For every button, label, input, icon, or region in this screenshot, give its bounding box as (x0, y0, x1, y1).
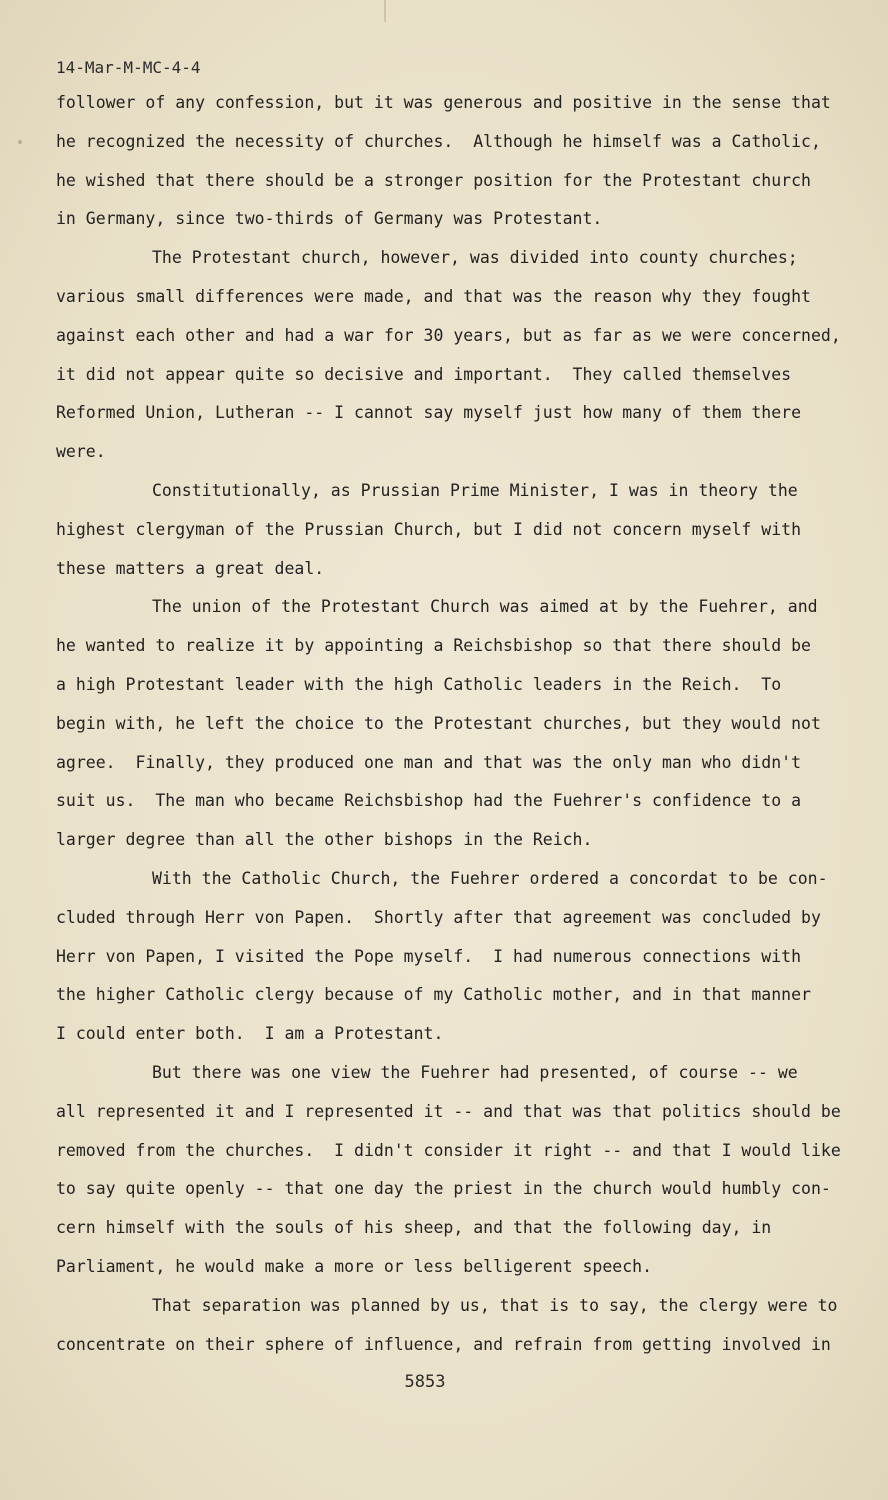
text-line: these matters a great deal. (56, 558, 325, 578)
text-line: The union of the Protestant Church was aimed at by the Fuehrer, and (152, 597, 818, 617)
text-line: removed from the churches. I didn't consider it right -- and that I would like (56, 1140, 841, 1160)
page-number: 5853 (404, 1372, 446, 1392)
text-line: begin with, he left the choice to the Protestant churches, but they would not (56, 713, 821, 733)
text-line: follower of any confession, but it was generous and positive in the sense that (56, 93, 831, 112)
binding-hole (18, 140, 22, 144)
text-line: The Protestant church, however, was divided into county churches; (152, 248, 798, 268)
text-line: he recognized the necessity of churches. Although he himself was a Catholic, (56, 131, 821, 151)
text-line: were. (56, 442, 106, 462)
text-line: Parliament, he would make a more or less belligerent speech. (56, 1256, 653, 1276)
text-line: Herr von Papen, I visited the Pope myself. I had numerous connections with (56, 946, 802, 966)
typed-text-body (56, 90, 841, 1370)
text-line: agree. Finally, they produced one man and that was the only man who didn't (56, 752, 802, 772)
text-line: various small differences were made, and that was the reason why they fought (56, 286, 811, 306)
text-line: Constitutionally, as Prussian Prime Minister, I was in theory the (152, 480, 798, 500)
text-line: all represented it and I represented it -- and that was that politics should be (56, 1101, 841, 1121)
text-line: the higher Catholic clergy because of my Catholic mother, and in that manner (56, 985, 811, 1005)
text-line: it did not appear quite so decisive and important. They called themselves (56, 364, 792, 384)
text-line: cluded through Herr von Papen. Shortly after that agreement was concluded by (56, 907, 821, 927)
text-line: But there was one view the Fuehrer had presented, of course -- we (152, 1062, 798, 1082)
document-id: 14-Mar-M-MC-4-4 (56, 58, 201, 77)
text-line: cern himself with the souls of his sheep, and that the following day, in (56, 1218, 772, 1238)
text-line: to say quite openly -- that one day the priest in the church would humbly con- (56, 1179, 831, 1199)
text-line: concentrate on their sphere of influence, and refrain from getting involved in (56, 1334, 831, 1354)
text-line: in Germany, since two-thirds of Germany was Protestant. (56, 209, 603, 229)
text-line: I could enter both. I am a Protestant. (56, 1024, 444, 1044)
text-line: Reformed Union, Lutheran -- I cannot say myself just how many of them there (56, 403, 802, 423)
text-line: larger degree than all the other bishops in the Reich. (56, 830, 593, 850)
text-line: With the Catholic Church, the Fuehrer ordered a concordat to be con- (152, 868, 828, 888)
text-line: he wished that there should be a stronger position for the Protestant church (56, 170, 811, 190)
text-line: That separation was planned by us, that is to say, the clergy were to (152, 1295, 838, 1315)
text-line: a high Protestant leader with the high Catholic leaders in the Reich. To (56, 674, 782, 694)
text-line: suit us. The man who became Reichsbishop had the Fuehrer's confidence to a (56, 791, 802, 811)
text-line: highest clergyman of the Prussian Church, but I did not concern myself with (56, 519, 802, 539)
top-margin-mark (384, 0, 386, 22)
text-line: against each other and had a war for 30 years, but as far as we were concerned, (56, 325, 841, 345)
text-line: he wanted to realize it by appointing a Reichsbishop so that there should be (56, 636, 811, 656)
